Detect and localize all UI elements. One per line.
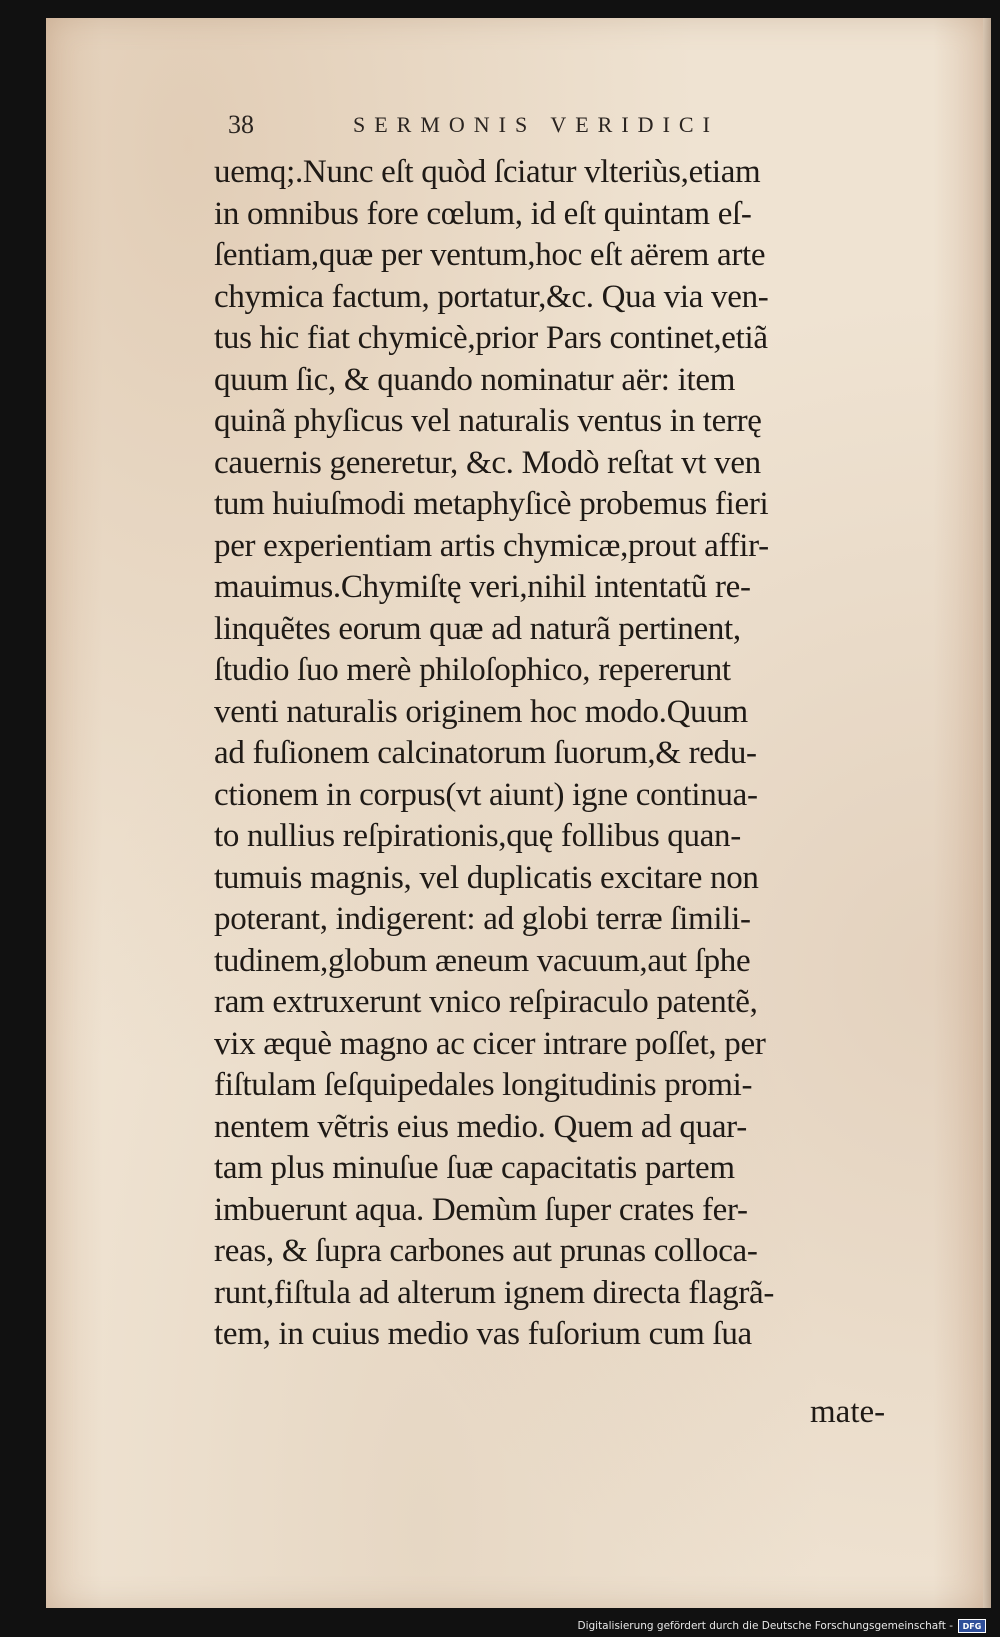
text-line: to nullius reſpirationis,quę follibus quan- (214, 818, 741, 854)
running-title: SERMONIS VERIDICI (353, 112, 719, 137)
text-line: per experientiam artis chymicæ,prout affir- (214, 527, 769, 564)
text-line: imbuerunt aqua. Demùm ſuper crates fer- (214, 1191, 748, 1228)
text-line: mauimus.Chymiſtę veri,nihil intentatũ re- (214, 569, 751, 605)
page-edge (983, 18, 991, 1608)
running-head (228, 105, 848, 145)
text-line: cauernis generetur, &c. Modò reſtat vt ven (214, 444, 761, 481)
text-line: ſtudio ſuo merè philoſophico, repererunt (214, 652, 731, 688)
text-line: ſentiam,quæ per ventum,hoc eſt aërem arte (214, 237, 766, 273)
text-line: vix æquè magno ac cicer intrare poſſet, per (214, 1025, 766, 1062)
text-line: fiſtulam ſeſquipedales longitudinis promi- (214, 1067, 753, 1103)
text-line: poterant, indigerent: ad globi terræ ſimili- (214, 901, 751, 937)
catchword: mate- (810, 1394, 886, 1430)
dfg-logo-icon: DFG (958, 1619, 986, 1633)
text-line: ram extruxerunt vnico reſpiraculo patentẽ, (214, 984, 758, 1020)
text-line: ctionem in corpus(vt aiunt) igne continua- (214, 776, 758, 813)
body-text (214, 152, 914, 1356)
text-line: linquẽtes eorum quæ ad naturã pertinent, (214, 610, 741, 647)
text-line: tumuis magnis, vel duplicatis excitare non (214, 859, 759, 896)
text-line: tum huiuſmodi metaphyſicè probemus fieri (214, 486, 769, 522)
text-line: nentem vẽtris eius medio. Quem ad quar- (214, 1108, 747, 1145)
text-line: tudinem,globum æneum vacuum,aut ſphe (214, 942, 751, 979)
credit-text: Digitalisierung gefördert durch die Deutsche Forschungsgemeinschaft - (577, 1620, 953, 1632)
text-line: ad fuſionem calcinatorum ſuorum,& redu- (214, 735, 757, 771)
text-line: chymica factum, portatur,&c. Qua via ven- (214, 278, 769, 315)
digitization-credit (577, 1617, 986, 1635)
text-line: runt,fiſtula ad alterum ignem directa flagrã- (214, 1274, 775, 1311)
text-line: quum ſic, & quando nominatur aër: item (214, 361, 736, 398)
page-number: 38 (228, 110, 254, 139)
text-line: reas, & ſupra carbones aut prunas colloca- (214, 1233, 758, 1269)
text-line: quinã phyſicus vel naturalis ventus in terrę (214, 403, 762, 439)
text-line: uemq;.Nunc eſt quòd ſciatur vlteriùs,etiam (214, 154, 761, 190)
text-line: tam plus minuſue ſuæ capacitatis partem (214, 1150, 735, 1186)
text-line: tem, in cuius medio vas fuſorium cum ſua (214, 1316, 752, 1352)
text-line: in omnibus fore cœlum, id eſt quintam eſ- (214, 195, 752, 232)
text-line: venti naturalis originem hoc modo.Quum (214, 693, 748, 730)
text-line: tus hic fiat chymicè,prior Pars continet,etiã (214, 320, 768, 356)
